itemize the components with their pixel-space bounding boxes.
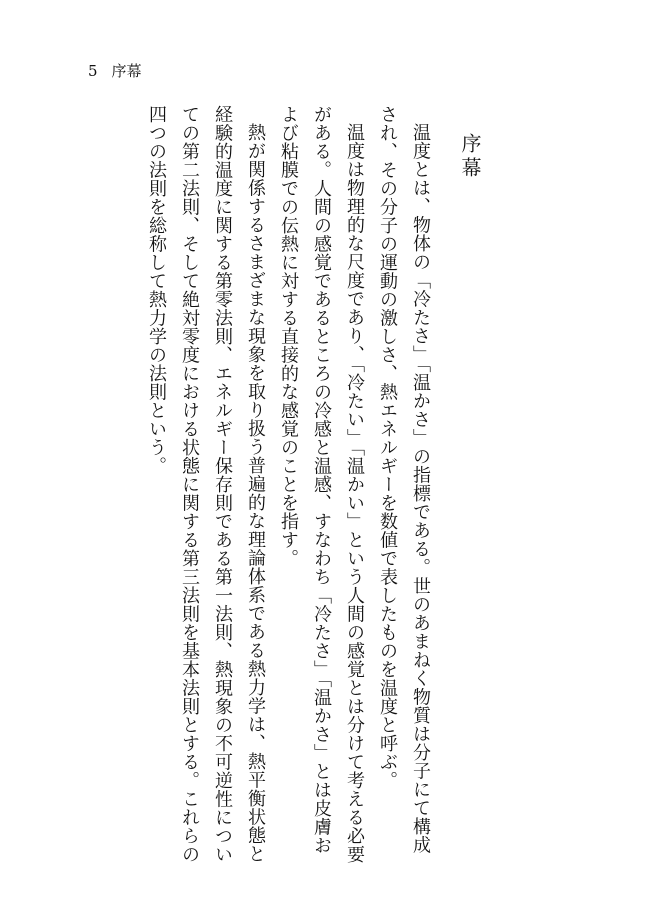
body-text [146, 105, 486, 865]
running-header [88, 62, 142, 80]
running-title: 序幕 [111, 62, 142, 80]
paragraph-1: 温度とは、物体の「冷たさ」「温かさ」の指標である。世のあまねく物質は分子にて構成され、その分子の運動の激しさ、熱エネルギーを数値で表したものを温度と呼ぶ。 [377, 105, 431, 854]
page-number: 5 [88, 62, 98, 80]
paragraph-3: 熱が関係するさまざまな現象を取り扱う普遍的な理論体系である熱力学は、熱平衡状態と経験的温度に関する第零法則、エネルギー保存則である第一法則、熱現象の不可逆性についての第二法則、そして絶対零度における状態に関する第三法則を基本法則とする。これらの四つの法則を総称して熱力学の法則という。 [146, 105, 266, 864]
chapter-title: 序幕 [458, 133, 482, 181]
paragraph-2: 温度は物理的な尺度であり、「冷たい」「温かい」という人間の感覚とは分けて考える必要がある。人間の感覚であるところの冷感と温感、すなわち「冷たさ」「温かさ」とは皮膚および粘膜での伝熱に対する直接的な感覚のことを指す。 [278, 105, 365, 864]
